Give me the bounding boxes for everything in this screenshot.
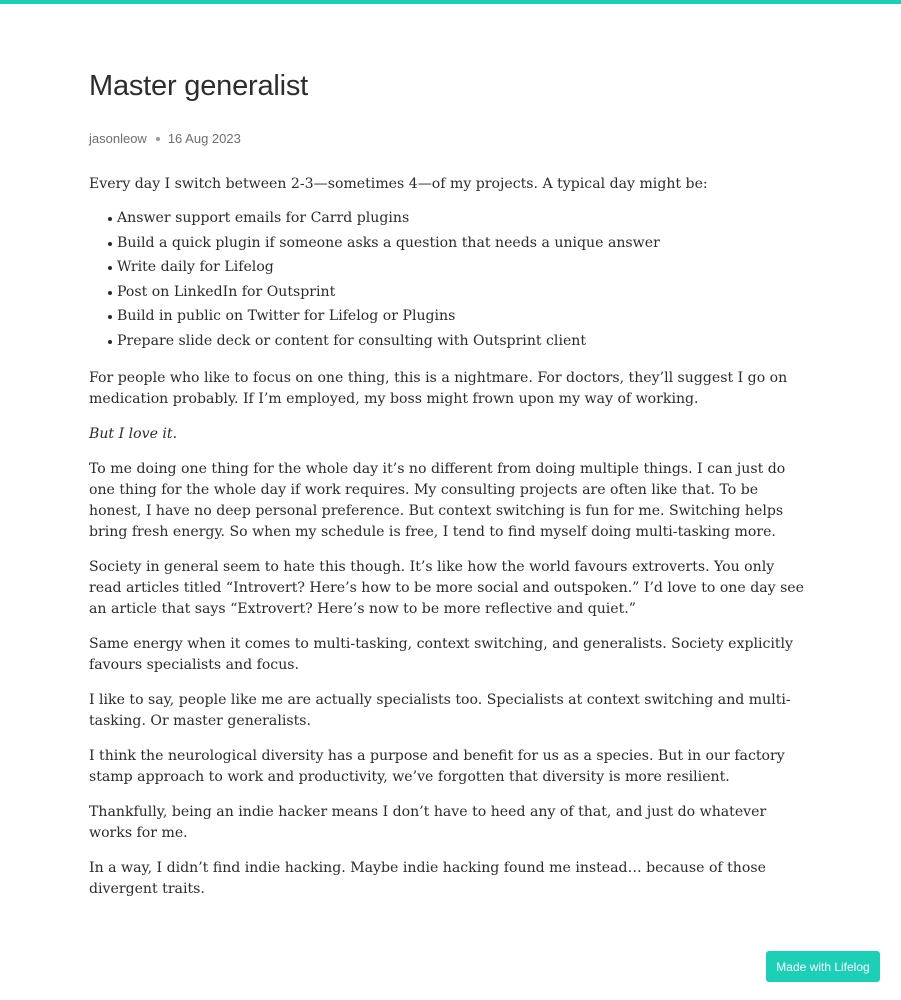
list-item: Build a quick plugin if someone asks a question that needs a unique answer [107, 231, 811, 256]
emphasis-text: But I love it. [89, 425, 178, 442]
post-article [89, 68, 811, 914]
list-item: Write daily for Lifelog [107, 255, 811, 280]
post-paragraph: Every day I switch between 2-3—sometimes 4—of my projects. A typical day might be: [89, 176, 708, 192]
list-item: Post on LinkedIn for Outsprint [107, 280, 811, 305]
post-paragraph: Same energy when it comes to multi-tasking, context switching, and generalists. Society explicitly favours specialists and focus. [89, 635, 794, 673]
post-date: 16 Aug 2023 [167, 131, 241, 146]
post-paragraph: For people who like to focus on one thing, this is a nightmare. For doctors, they’ll suggest I go on medication probably. If I’m employed, my boss might frown upon my way of working. [89, 369, 788, 407]
project-list [89, 206, 811, 354]
post-paragraph: To me doing one thing for the whole day it’s no different from doing multiple things. I can just do one thing for the whole day if work requires. My consulting projects are often like that. To be honest, I have no deep personal preference. But context switching is fun for me. Switching helps bring fresh energy. So when my schedule is free, I tend to find myself doing multi-tasking more. [89, 460, 786, 540]
post-paragraph: Thankfully, being an indie hacker means I don’t have to heed any of that, and just do whatever works for me. [89, 803, 767, 841]
post-paragraph: I think the neurological diversity has a purpose and benefit for us as a species. But in our factory stamp approach to work and productivity, we’ve forgotten that diversity is more resilient. [89, 747, 785, 785]
list-item: Prepare slide deck or content for consulting with Outsprint client [107, 329, 811, 354]
list-item: Answer support emails for Carrd plugins [107, 206, 811, 231]
post-paragraph: I like to say, people like me are actually specialists too. Specialists at context switching and multi-tasking. Or master generalists. [89, 691, 791, 729]
post-meta [89, 130, 811, 148]
top-accent-bar [0, 0, 901, 4]
post-author[interactable]: jasonleow [89, 131, 147, 146]
post-body [89, 174, 811, 900]
post-title: Master generalist [89, 70, 309, 102]
post-paragraph: In a way, I didn’t find indie hacking. Maybe indie hacking found me instead… because of those divergent traits. [89, 859, 766, 897]
post-paragraph-emphasis [89, 424, 811, 445]
list-item: Build in public on Twitter for Lifelog or Plugins [107, 304, 811, 329]
meta-separator-dot [156, 137, 160, 141]
post-paragraph: Society in general seem to hate this though. It’s like how the world favours extroverts. You only read articles titled “Introvert? Here’s how to be more social and outspoken.” I’d love to one day see an article that says “Extrovert? Here’s now to be more reflective and quiet.” [89, 558, 804, 617]
made-with-lifelog-button[interactable]: Made with Lifelog [766, 951, 880, 982]
